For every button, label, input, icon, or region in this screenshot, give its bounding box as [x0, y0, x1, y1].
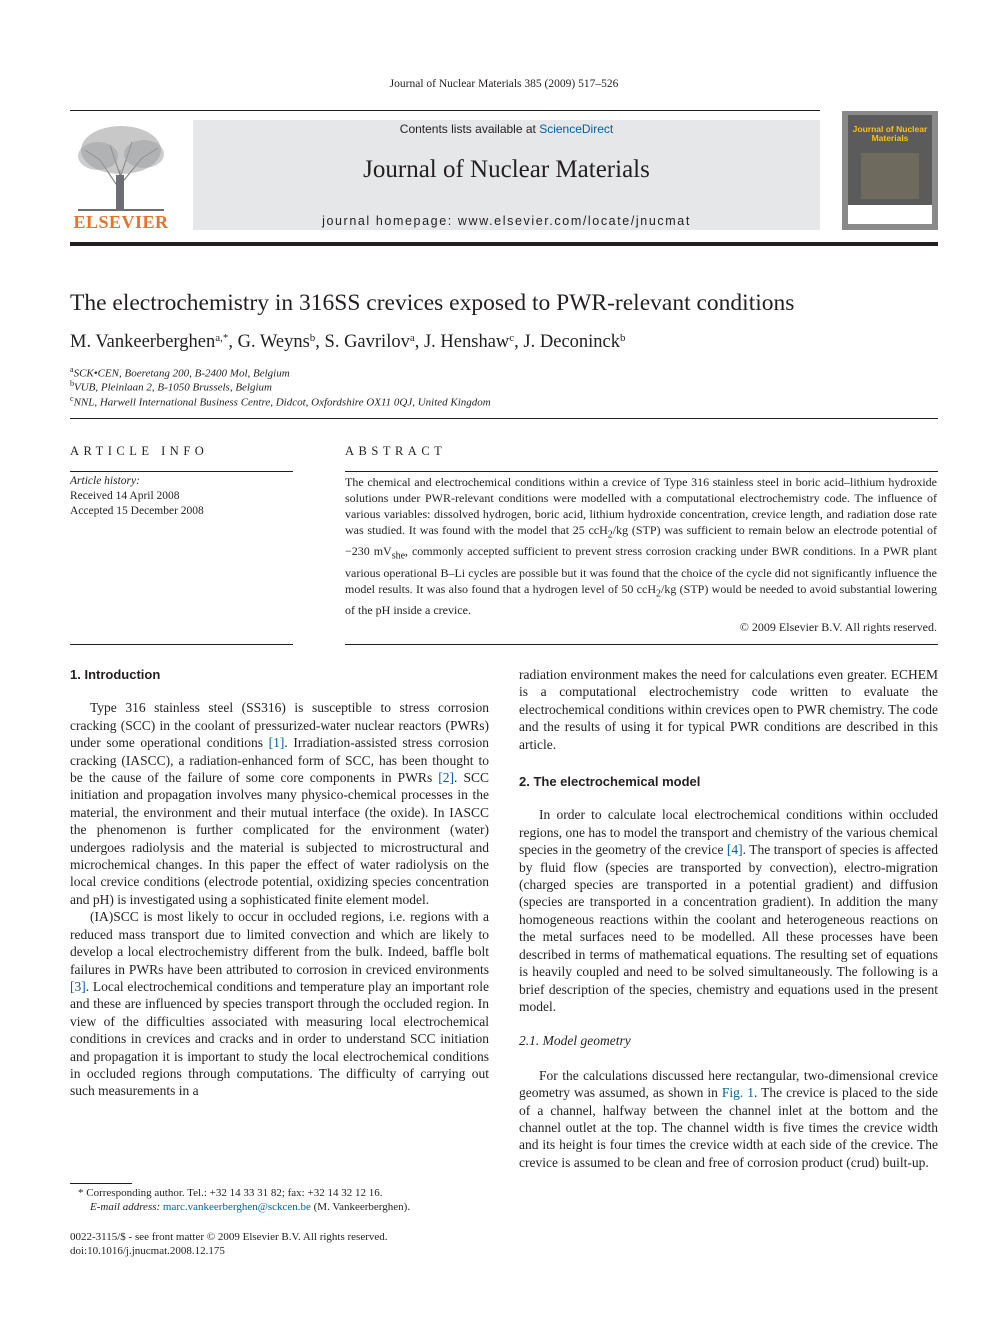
article-info-bottom-rule	[70, 644, 293, 645]
figure-link[interactable]: Fig. 1	[721, 1085, 754, 1101]
abstract-copyright: © 2009 Elsevier B.V. All rights reserved.	[739, 620, 937, 634]
affiliation-marker: b	[70, 379, 74, 388]
contents-line	[193, 122, 820, 136]
journal-reference: Journal of Nuclear Materials 385 (2009) 517–526	[389, 78, 619, 90]
email-link[interactable]: marc.vankeerberghen@sckcen.be	[162, 1201, 311, 1213]
author-affil-marker[interactable]: a,*	[215, 332, 229, 344]
text-run: . SCC initiation and propagation involves many physico-chemical processes in the material, the environment and their mutual interface (the oxide). In IASCC the phenomenon is further complicated for the environment (water) undergoes radiolysis and the material is subjected to microstructural and microchemical changes. In this paper the effect of water radiolysis on the local crevice conditions (electrode potential, oxidizing species concentration and pH) is investigated using a sophisticated finite element model.	[70, 770, 489, 907]
model-paragraph-1	[519, 806, 938, 1015]
header-rule	[70, 110, 820, 111]
cover-panel	[848, 115, 932, 224]
affiliation-text: VUB, Pleinlaan 2, B-1050 Brussels, Belgium	[74, 381, 272, 394]
affiliation	[70, 379, 272, 394]
citation-link[interactable]: [3]	[70, 978, 86, 994]
text-run: (IA)SCC is most likely to occur in occluded regions, i.e. regions with a reduced mass transport due to limited convection and which are likely to develop a local electrochemistry different from the bulk. Indeed, baffle bolt failures in PWRs have been attributed to corrosion in creviced environments	[70, 909, 489, 977]
model-heading: 2. The electrochemical model	[519, 774, 701, 790]
affiliation	[70, 394, 491, 409]
text-run: . The transport of species is affected by fluid flow (species are transported by convection), electro-migration (charged species are transported in a potential gradient) and diffusion (species are transported in a concentration gradient). In addition the many homogeneous reactions within the coolant and heterogeneous reactions on the metal surfaces need to be modelled. All these processes have been described in terms of mathematical equations. The resulting set of equations is heavily coupled and need to be solved simultaneously. The following is a brief description of the species, chemistry and equations used in the present model.	[519, 842, 938, 1014]
citation-link[interactable]: [4]	[726, 842, 743, 858]
affiliation-text: SCK•CEN, Boeretang 200, B-2400 Mol, Belgium	[73, 367, 290, 380]
journal-title: Journal of Nuclear Materials	[363, 156, 650, 183]
email-label: E-mail address:	[90, 1201, 161, 1213]
email-footnote	[90, 1201, 410, 1213]
author-separator: ,	[228, 332, 238, 352]
author-affil-marker[interactable]: c	[509, 332, 515, 344]
author-list	[70, 332, 626, 353]
abstract-rule	[345, 471, 938, 472]
article-title: The electrochemistry in 316SS crevices exposed to PWR-relevant conditions	[70, 290, 795, 316]
abstract-part: /kg (STP) would be needed to avoid substantial lowering of the pH inside a crevice.	[345, 581, 937, 618]
author-name: G. Weyns	[237, 332, 310, 352]
text-run: For the calculations discussed here rectangular, two-dimensional crevice geometry was assumed, as shown in	[519, 1067, 938, 1101]
affiliation-marker: a	[70, 365, 74, 374]
abstract-subscript: she	[391, 550, 406, 562]
text-run: . Local electrochemical conditions and temperature play an important role and these are influenced by species transport through the occluded region. In view of the difficulties associated with measuring local electrochemical conditions in crevices and cracks and in order to understand SCC initiation and propagation it is important to study the local electrochemical conditions in occluded regions through computations. The difficulty of carrying out such measurements in a	[70, 978, 489, 1099]
geometry-paragraph-1	[519, 1067, 938, 1171]
author-name: M. Vankeerberghen	[70, 332, 216, 352]
history-label: Article history:	[70, 475, 140, 487]
abstract-text	[345, 474, 937, 618]
author-separator: ,	[414, 332, 424, 352]
introduction-heading: 1. Introduction	[70, 667, 161, 682]
text-run: In order to calculate local electrochemical conditions within occluded regions, one has to model the transport and chemistry of the various chemical species in the geometry of the crevice	[519, 807, 938, 858]
author-affil-marker[interactable]: b	[620, 332, 626, 344]
text-run: . The crevice is placed to the side of a channel, halfway between the channel inlet at the bottom and the channel outlet at the top. The channel width is five times the crevice width and its height is four times the crevice width at each side of the crevice. The crevice is assumed to be clean and free of corrosion product (crud) built-up.	[519, 1085, 938, 1170]
text-run: . Irradiation-assisted stress corrosion cracking (IASCC), a radiation-enhanced form of SCC, has been thought to be the cause of the failure of some core components in PWRs	[70, 735, 489, 786]
article-info-rule	[70, 471, 293, 472]
received-date: Received 14 April 2008	[70, 490, 180, 502]
abstract-heading: ABSTRACT	[345, 444, 447, 458]
cover-image	[861, 153, 919, 199]
author-separator: ,	[315, 332, 325, 352]
accepted-date: Accepted 15 December 2008	[70, 505, 204, 517]
affiliation	[70, 365, 290, 380]
cover-title: Journal of Nuclear Materials	[852, 124, 928, 143]
author-name: J. Henshaw	[423, 332, 510, 352]
corresponding-author-footnote: * Corresponding author. Tel.: +32 14 33 31 82; fax: +32 14 32 12 16.	[78, 1187, 383, 1199]
journal-homepage[interactable]: journal homepage: www.elsevier.com/locate/jnucmat	[322, 214, 691, 228]
footnote-rule	[70, 1183, 132, 1184]
article-info-heading: ARTICLE INFO	[70, 444, 209, 458]
journal-cover-thumbnail	[842, 111, 938, 230]
right-column	[519, 666, 938, 1171]
sciencedirect-link[interactable]: ScienceDirect	[539, 122, 614, 136]
intro-paragraph-continued: radiation environment makes the need for calculations even greater. ECHEM is a computational electrochemistry code written to evaluate the electrochemical conditions within crevices open to PWR chemistry. The code and the results of using it for typical PWR conditions are described in this article.	[519, 667, 938, 752]
intro-paragraph-1	[70, 699, 489, 908]
abstract-part: The chemical and electrochemical conditions within a crevice of Type 316 stainless steel in boric acid–lithium hydroxide solutions under PWR-relevant conditions were modelled with a computational electrochemistry code. The influence of various variables: dissolved hydrogen, boric acid, lithium hydroxide concentration, crevice length, and radiation dose rate was studied. It was found with the model that 25 ccH	[345, 475, 937, 537]
author-affil-marker[interactable]: a	[409, 332, 415, 344]
citation-link[interactable]: [1]	[268, 735, 285, 751]
email-suffix: (M. Vankeerberghen).	[310, 1201, 411, 1213]
author-name: S. Gavrilov	[324, 332, 410, 352]
doi-line[interactable]: doi:10.1016/j.jnucmat.2008.12.175	[70, 1245, 225, 1257]
issn-line: 0022-3115/$ - see front matter © 2009 Elsevier B.V. All rights reserved.	[70, 1231, 388, 1243]
author-separator: ,	[514, 332, 524, 352]
elsevier-wordmark: ELSEVIER	[73, 212, 169, 232]
text-run: Type 316 stainless steel (SS316) is susceptible to stress corrosion cracking (SCC) in the coolant of pressurized-water nuclear reactors (PWRs) under some operational conditions	[70, 700, 489, 751]
abstract-part: , commonly accepted sufficient to prevent stress corrosion cracking under BWR conditions. In a PWR plant various operational B–Li cycles are possible but it was found that the choice of the cycle did not significantly influence the model results. It was also found that a hydrogen level of 50 ccH	[345, 544, 937, 596]
contents-prefix: Contents lists available at	[399, 122, 540, 136]
author-affil-marker[interactable]: b	[309, 332, 316, 344]
left-column	[70, 666, 489, 1100]
abstract-bottom-rule	[345, 644, 938, 645]
cover-footer	[848, 205, 932, 224]
intro-paragraph-2	[70, 908, 489, 1099]
abstract-part: /kg (STP) was sufficient to remain below an electrode potential of −230 mV	[345, 523, 937, 559]
affiliation-text: NNL, Harwell International Business Centre, Didcot, Oxfordshire OX11 0QJ, United Kingdom	[73, 396, 491, 409]
header-thick-rule	[70, 242, 938, 246]
affiliation-marker: c	[70, 394, 74, 403]
abstract-subscript: 2	[656, 588, 661, 600]
author-name: J. Deconinck	[523, 332, 621, 352]
title-block-rule	[70, 418, 938, 419]
citation-link[interactable]: [2]	[438, 770, 455, 786]
model-geometry-heading: 2.1. Model geometry	[519, 1033, 631, 1049]
abstract-subscript: 2	[607, 529, 613, 541]
